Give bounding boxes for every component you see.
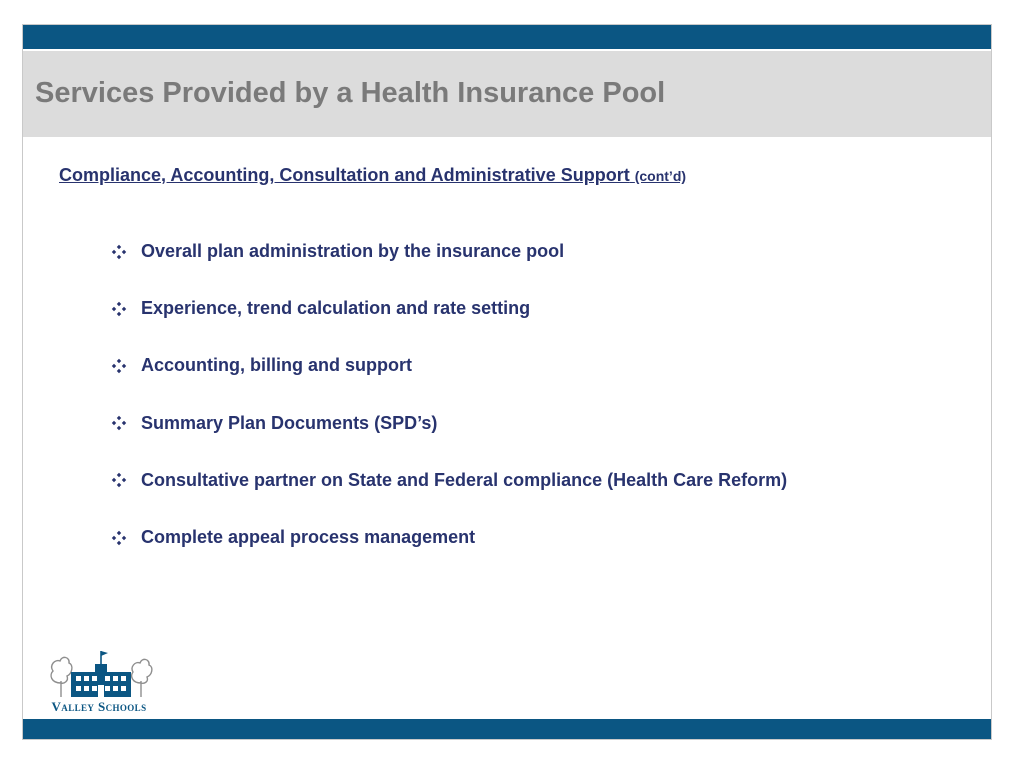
list-item xyxy=(111,509,787,566)
diamond-bullet-icon xyxy=(111,244,127,260)
bullet-text: Accounting, billing and support xyxy=(141,355,412,376)
diamond-bullet-icon xyxy=(111,530,127,546)
list-item xyxy=(111,452,787,509)
school-building-icon xyxy=(39,647,159,699)
valley-schools-logo xyxy=(39,647,159,719)
diamond-bullet-icon xyxy=(111,358,127,374)
list-item xyxy=(111,337,787,394)
diamond-bullet-icon xyxy=(111,472,127,488)
subtitle-suffix: (cont’d) xyxy=(634,168,687,184)
slide-title: Services Provided by a Health Insurance Pool xyxy=(35,77,666,109)
list-item xyxy=(111,280,787,337)
bullet-list xyxy=(111,223,787,566)
top-bar xyxy=(23,25,991,49)
section-subtitle xyxy=(59,165,686,186)
subtitle-text: Compliance, Accounting, Consultation and Administrative Support xyxy=(59,165,630,185)
logo-text: Valley Schools xyxy=(51,699,147,714)
diamond-bullet-icon xyxy=(111,415,127,431)
list-item xyxy=(111,395,787,452)
slide xyxy=(22,24,992,740)
diamond-bullet-icon xyxy=(111,301,127,317)
bullet-text: Summary Plan Documents (SPD’s) xyxy=(141,412,438,433)
list-item xyxy=(111,223,787,280)
bullet-text: Complete appeal process management xyxy=(141,527,476,548)
bullet-text: Overall plan administration by the insurance pool xyxy=(141,241,565,262)
bullet-text: Experience, trend calculation and rate setting xyxy=(141,298,531,319)
bottom-bar xyxy=(23,719,991,739)
bullet-text: Consultative partner on State and Federal compliance (Health Care Reform) xyxy=(141,469,788,490)
